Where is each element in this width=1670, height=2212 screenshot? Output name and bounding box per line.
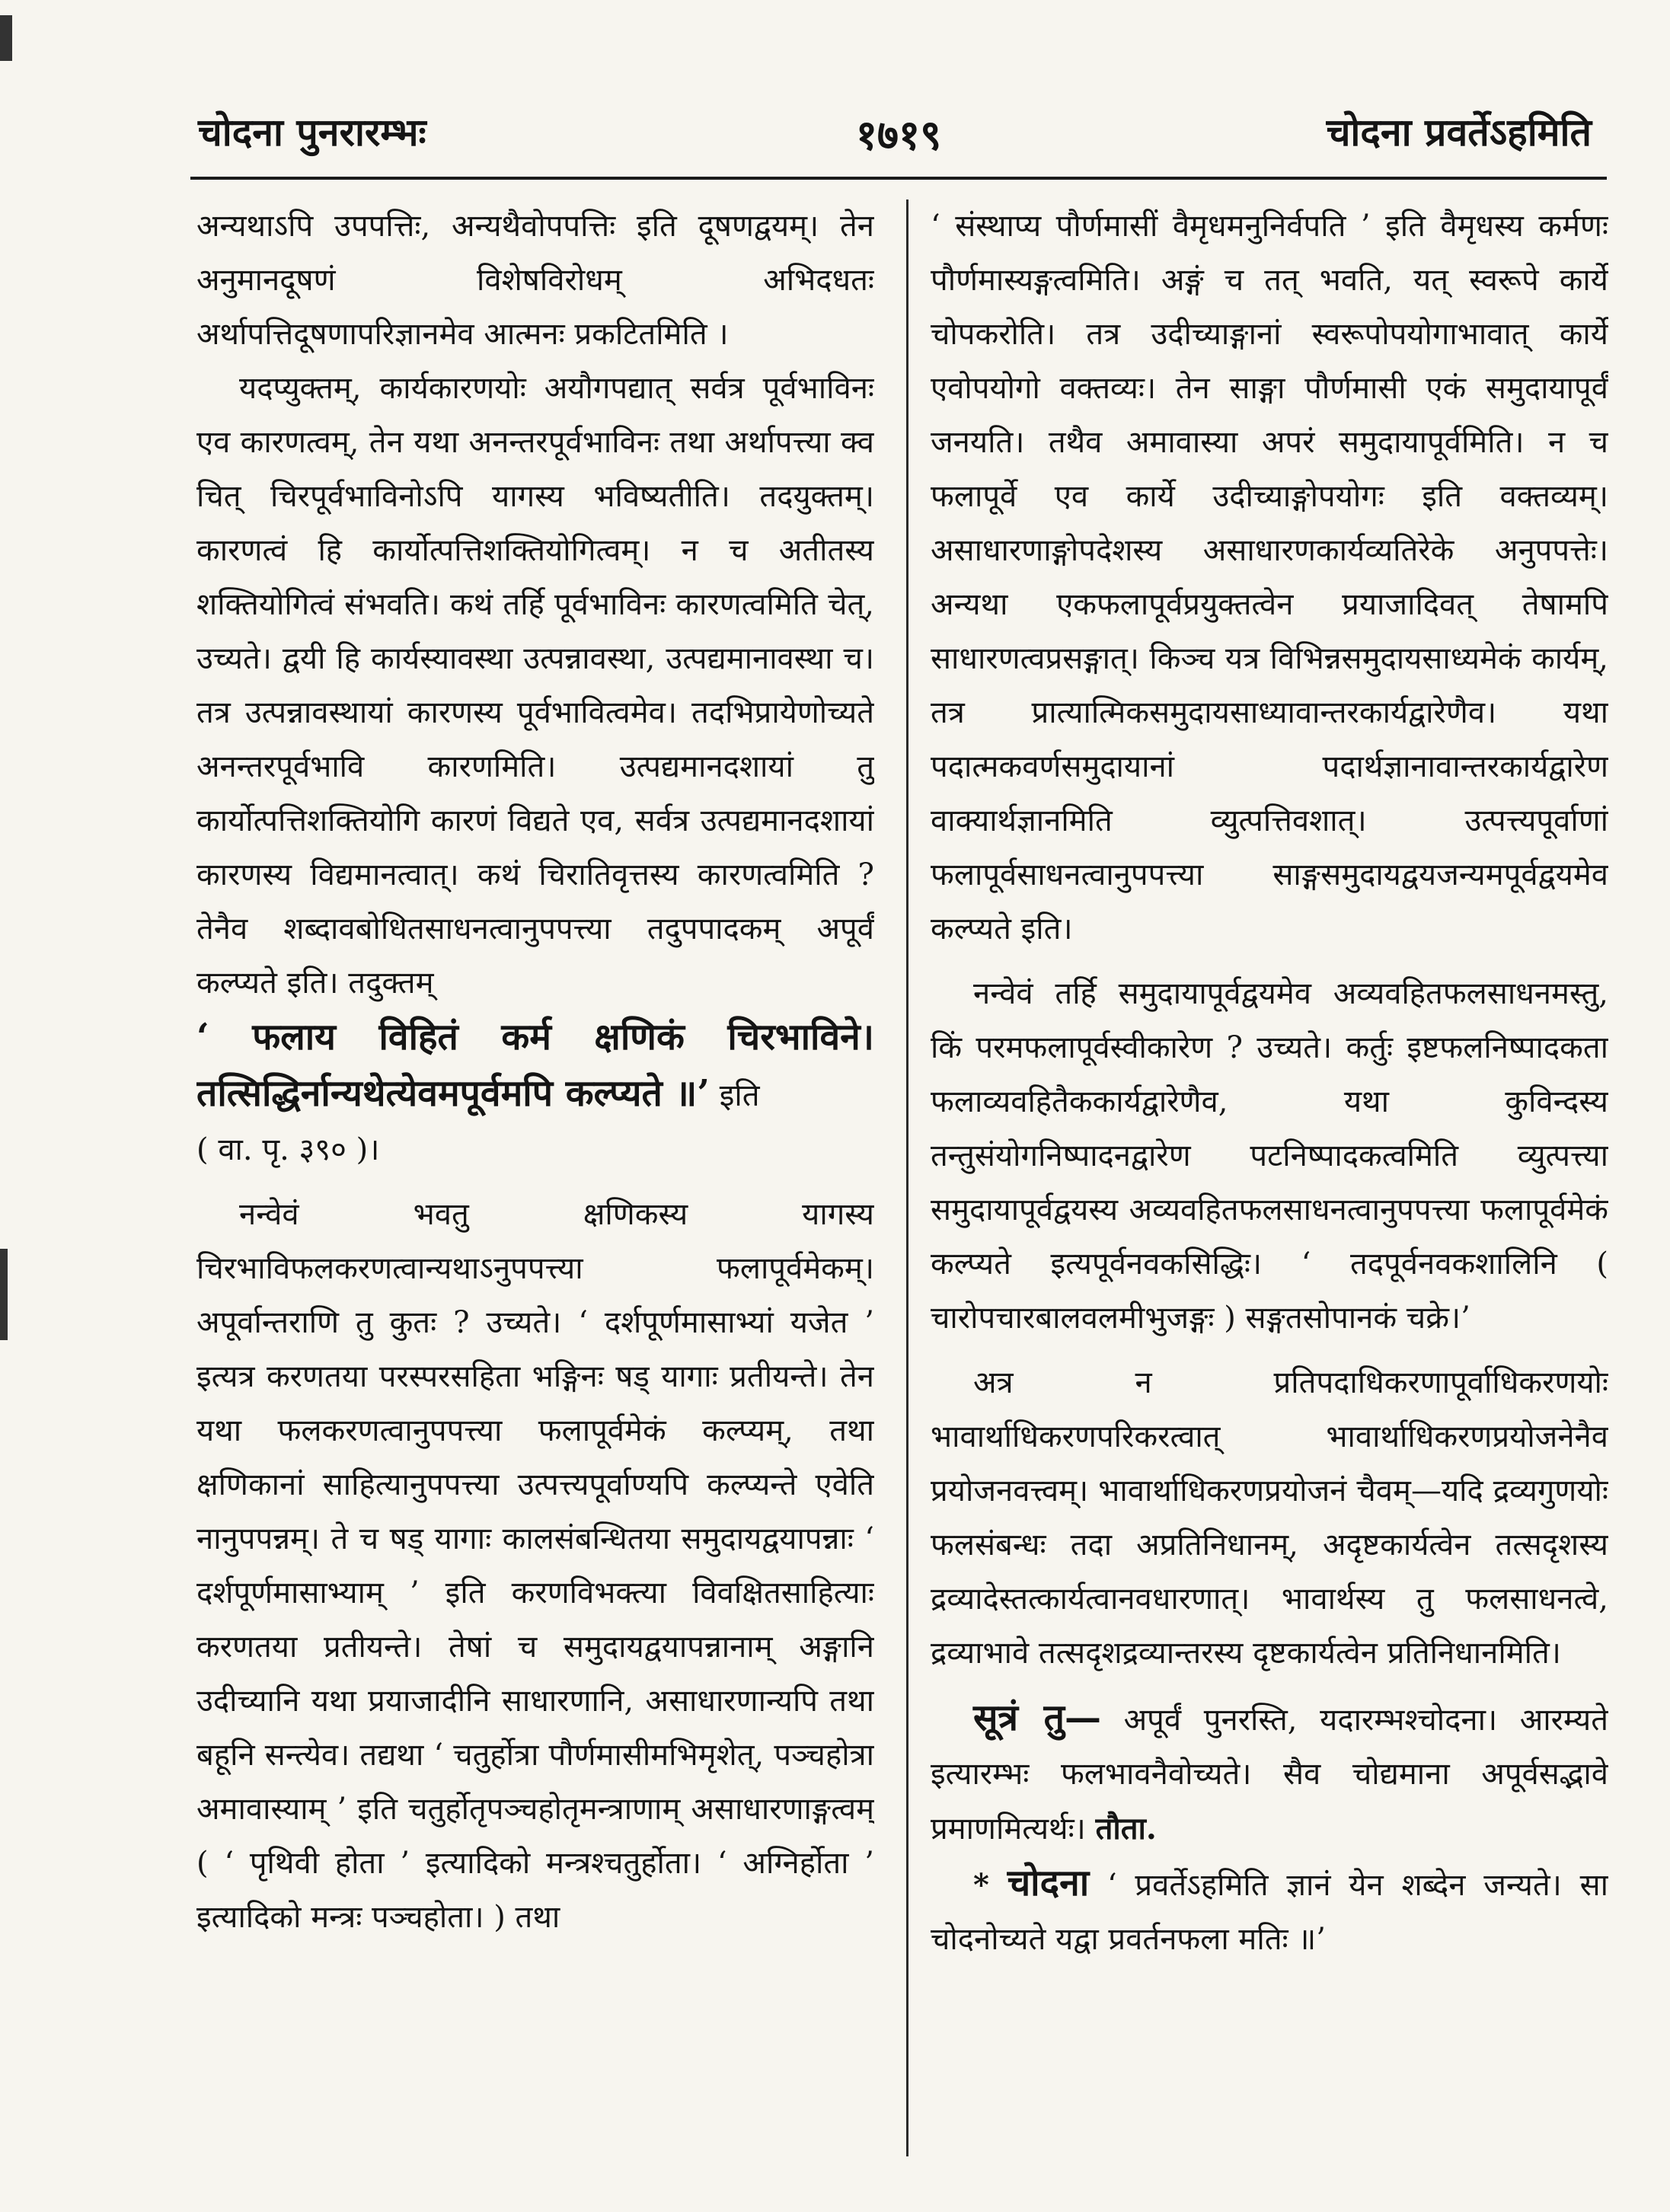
verse-marker: *: [973, 1867, 989, 1903]
binding-mark: [0, 1249, 8, 1340]
verse-line: [196, 1010, 874, 1123]
citation: ( वा. पृ. ३९० )।: [196, 1132, 380, 1167]
paragraph: अन्यथाऽपि उपपत्तिः, अन्यथैवोपपत्तिः इति दूषणद्वयम्। तेन अनुमानदूषणं विशेषविरोधम् अभिदधतः अर्थापत्तिदूषणापरिज्ञानमेव आत्मनः प्रकटितमिति ।: [196, 209, 874, 352]
sutra-text: अपूर्वं पुनरस्ति, यदारम्भश्चोदना। आरम्यते इत्यारम्भः फलभावनैवोच्यते। सैव चोद्यमाना अपूर्वसद्भावे प्रमाणमित्यर्थः।: [931, 1703, 1608, 1847]
binding-mark: [0, 15, 12, 61]
sutra-paragraph: [931, 1691, 1608, 1856]
column-divider: [906, 199, 908, 2156]
header-rule: [190, 177, 1607, 180]
verse-tail: इति: [719, 1078, 760, 1113]
paragraph: ‘ संस्थाप्य पौर्णमासीं वैमृधमनुनिर्वपति ’ इति वैमृधस्य कर्मणः पौर्णमास्यङ्गत्वमिति। अङ्गं च तत् भवति, यत् स्वरूपे कार्ये चोपकरोति। तत्र उदीच्याङ्गानां स्वरूपोपयोगाभावात् कार्ये एवोपयोगो वक्तव्यः। तेन साङ्गा पौर्णमासी एकं समुदायापूर्वं जनयति। तथैव अमावास्या अपरं समुदायापूर्वमिति। न च फलापूर्वे एव कार्ये उदीच्याङ्गोपयोगः इति वक्तव्यम्। असाधारणाङ्गोपदेशस्य असाधारणकार्यव्यतिरेके अनुपपत्तेः। अन्यथा एकफलापूर्वप्रयुक्तत्वेन प्रयाजादिवत् तेषामपि साधारणत्वप्रसङ्गात्। किञ्च यत्र विभिन्नसमुदायसाध्यमेकं कार्यम्, तत्र प्रात्यात्मिकसमुदायसाध्यावान्तरकार्यद्वारेणैव। यथा पदात्मकवर्णसमुदायानां पदार्थज्ञानावान्तरकार्यद्वारेण वाक्यार्थज्ञानमिति व्युत्पत्तिवशात्। उत्पत्त्यपूर्वाणां फलापूर्वसाधनत्वानुपपत्त्या साङ्गसमुदायद्वयजन्यमपूर्वद्वयमेव कल्प्यते इति।: [931, 209, 1608, 946]
page-number: १७१९: [855, 110, 942, 159]
header-left: चोदना पुनरारम्भः: [198, 110, 426, 155]
verse-heading-word: चोदना: [1007, 1862, 1090, 1904]
left-column: [196, 199, 874, 2156]
paragraph: नन्वेवं भवतु क्षणिकस्य यागस्य चिरभाविफलकरणत्वान्यथाऽनुपपत्त्या फलापूर्वमेकम्। अपूर्वान्तराणि तु कुतः ? उच्यते। ‘ दर्शपूर्णमासाभ्यां यजेत ’ इत्यत्र करणतया परस्परसहिता भङ्गिनः षड् यागाः प्रतीयन्ते। तेन यथा फलकरणत्वानुपपत्त्या फलापूर्वमेकं कल्प्यम्, तथा क्षणिकानां साहित्यानुपपत्त्या उत्पत्त्यपूर्वाण्यपि कल्प्यन्ते एवेति नानुपपन्नम्। ते च षड् यागाः कालसंबन्धितया समुदायद्वयापन्नाः ‘ दर्शपूर्णमासाभ्याम् ’ इति करणविभक्त्या विवक्षितसाहित्याः करणतया प्रतीयन्ते। तेषां च समुदायद्वयापन्नानाम् अङ्गानि उदीच्यानि यथा प्रयाजादीनि साधारणानि, असाधारणान्यपि तथा बहूनि सन्त्येव। तद्यथा ‘ चतुर्होत्रा पौर्णमासीमभिमृशेत्, पञ्चहोत्रा अमावास्याम् ’ इति चतुर्होतृपञ्चहोतृमन्त्राणाम् असाधारणाङ्गत्वम् ( ‘ पृथिवी होता ’ इत्यादिको मन्त्रश्चतुर्होता। ‘ अग्निर्होता ’ इत्यादिको मन्त्रः पञ्चहोता। ) तथा: [196, 1197, 874, 1935]
tauta-label: तौता.: [1095, 1811, 1157, 1847]
verse-quote: ‘ फलाय विहितं कर्म क्षणिकं चिरभाविने। तत्सिद्धिर्नान्यथेत्येवमपूर्वमपि कल्प्यते ॥’: [196, 1016, 874, 1115]
sutra-label: सूत्रं तु—: [973, 1697, 1101, 1739]
header-right: चोदना प्रवर्तेऽहमिति: [1326, 110, 1592, 155]
verse-paragraph: [931, 1856, 1608, 1967]
paragraph: यदप्युक्तम्, कार्यकारणयोः अयौगपद्यात् सर्वत्र पूर्वभाविनः एव कारणत्वम्, तेन यथा अनन्तरपूर्वभाविनः तथा अर्थापत्त्या क्व चित् चिरपूर्वभाविनोऽपि यागस्य भविष्यतीति। तदयुक्तम्। कारणत्वं हि कार्योत्पत्तिशक्तियोगित्वम्। न च अतीतस्य शक्तियोगित्वं संभवति। कथं तर्हि पूर्वभाविनः कारणत्वमिति चेत्, उच्यते। द्वयी हि कार्यस्यावस्था उत्पन्नावस्था, उत्पद्यमानावस्था च। तत्र उत्पन्नावस्थायां कारणस्य पूर्वभावित्वमेव। तदभिप्रायेणोच्यते अनन्तरपूर्वभावि कारणमिति। उत्पद्यमानदशायां तु कार्योत्पत्तिशक्तियोगि कारणं विद्यते एव, सर्वत्र उत्पद्यमानदशायां कारणस्य विद्यमानत्वात्। कथं चिरातिवृत्तस्य कारणत्वमिति ? तेनैव शब्दावबोधितसाधनत्वानुपपत्त्या तदुपपादकम् अपूर्वं कल्प्यते इति। तदुक्तम्: [196, 371, 874, 1001]
paragraph: अत्र न प्रतिपदाधिकरणापूर्वाधिकरणयोः भावार्थाधिकरणपरिकरत्वात् भावार्थाधिकरणप्रयोजनेनैव प्रयोजनवत्त्वम्। भावार्थाधिकरणप्रयोजनं चैवम्—यदि द्रव्यगुणयोः फलसंबन्धः तदा अप्रतिनिधानम्, अदृष्टकार्यत्वेन तत्सदृशस्य द्रव्यादेस्तत्कार्यत्वानवधारणात्। भावार्थस्य तु फलसाधनत्वे, द्रव्याभावे तत्सदृशद्रव्यान्तरस्य दृष्टकार्यत्वेन प्रतिनिधानमिति।: [931, 1365, 1608, 1671]
running-header: [190, 97, 1607, 158]
verse-text: ‘ प्रवर्तेऽहमिति ज्ञानं येन शब्देन जन्यते। सा चोदनोच्यते यद्वा प्रवर्तनफला मतिः ॥’: [931, 1868, 1608, 1957]
paragraph: नन्वेवं तर्हि समुदायापूर्वद्वयमेव अव्यवहितफलसाधनमस्तु, किं परमफलापूर्वस्वीकारेण ? उच्यते। कर्तुः इष्टफलनिष्पादकता फलाव्यवहितैककार्यद्वारेणैव, यथा कुविन्दस्य तन्तुसंयोगनिष्पादनद्वारेण पटनिष्पादकत्वमिति व्युत्पत्त्या समुदायापूर्वद्वयस्य अव्यवहितफलसाधनत्वानुपपत्त्या फलापूर्वमेकं कल्प्यते इत्यपूर्वनवकसिद्धिः। ‘ तदपूर्वनवकशालिनि ( चारोपचारबालवलमीभुजङ्गः ) सङ्गतसोपानकं चक्रे।’: [931, 976, 1608, 1336]
right-column: [931, 199, 1608, 2156]
